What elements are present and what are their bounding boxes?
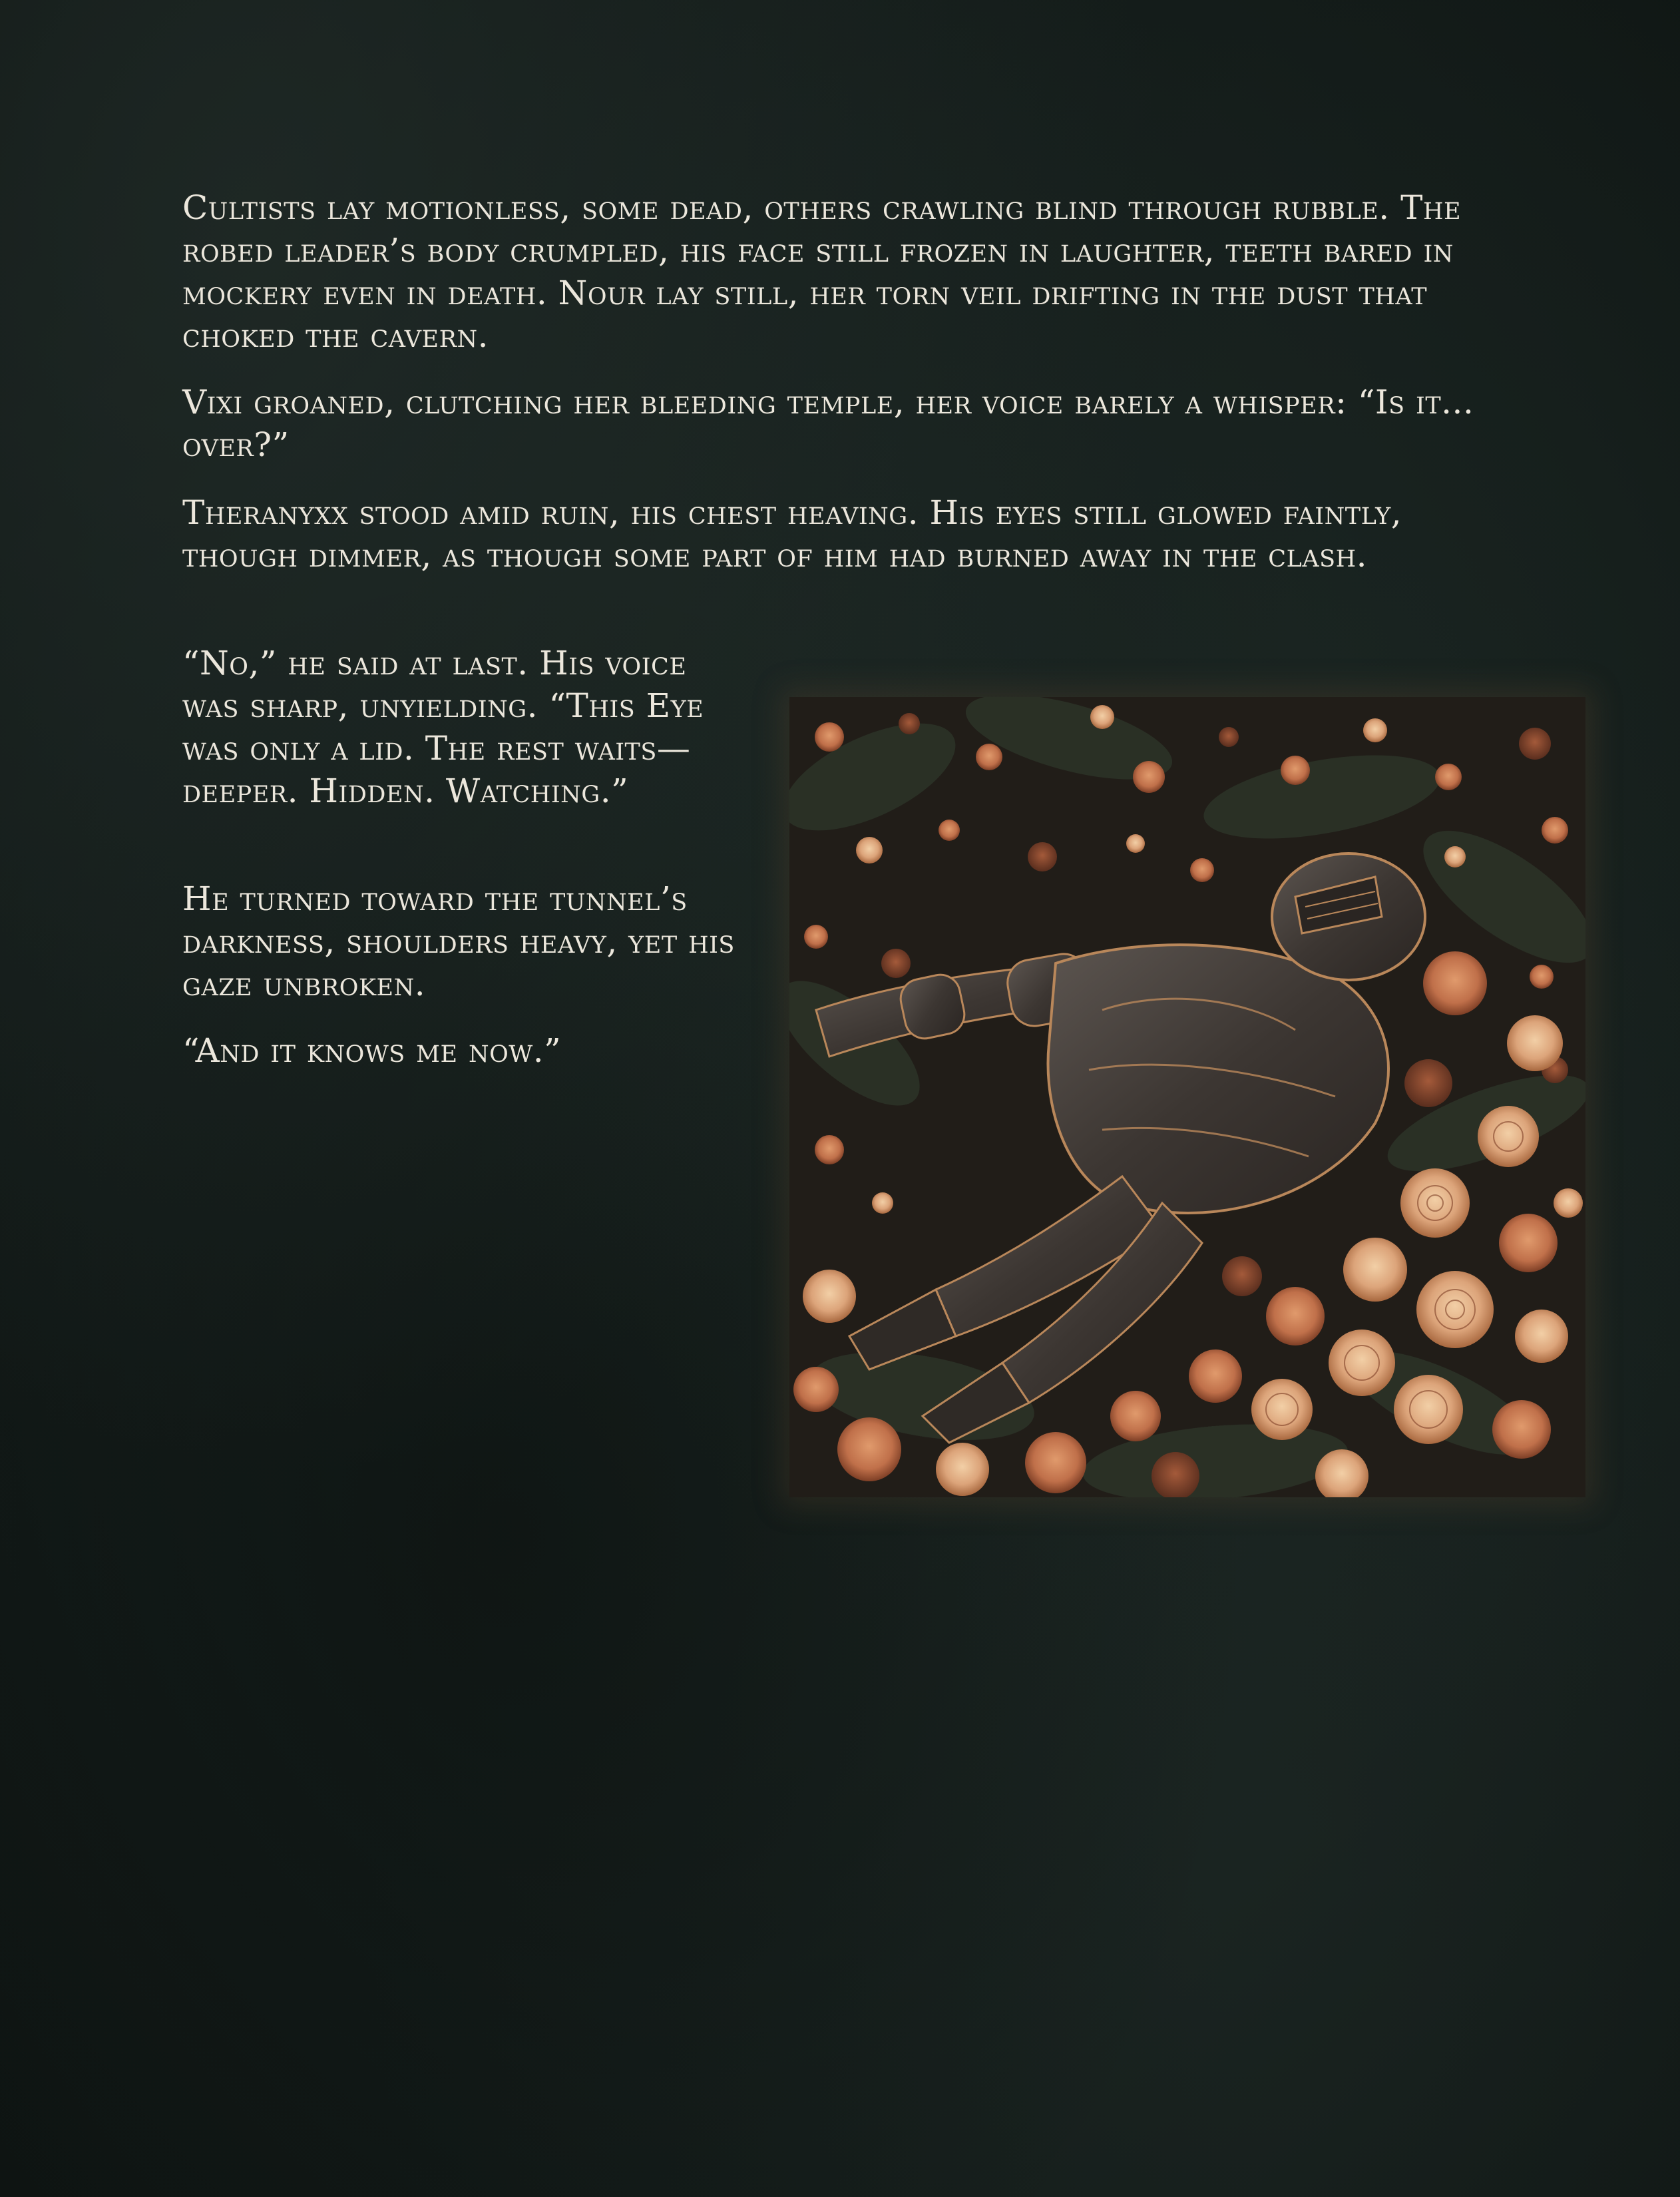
illustration-canvas (789, 697, 1585, 1497)
paragraph-vixi: Vixi groaned, clutching her bleeding temple, her voice barely a whisper: “Is it... over?” (182, 383, 1474, 464)
armored-knight-in-flowers-illustration (789, 697, 1585, 1497)
paragraph-it-knows-me: “And it knows me now.” (182, 1031, 562, 1070)
paragraph-theranyxx: Theranyxx stood amid ruin, his chest heaving. His eyes still glowed faintly, though dimmer, as though some part of him had burned away in the clash. (182, 493, 1402, 575)
paragraph-cultists: Cultists lay motionless, some dead, others crawling blind through rubble. The robed leader’s body crumpled, his face still frozen in laughter, teeth bared in mockery even in death. Nour lay still, her torn veil drifting in the dust that choked the cavern. (182, 188, 1462, 355)
paragraph-no-he-said: “No,” he said at last. His voice was sharp, unyielding. “This Eye was only a lid. The rest waits—deeper. Hidden. Watching.” (182, 644, 704, 810)
paragraph-he-turned: He turned toward the tunnel’s darkness, shoulders heavy, yet his gaze unbroken. (182, 879, 735, 1003)
